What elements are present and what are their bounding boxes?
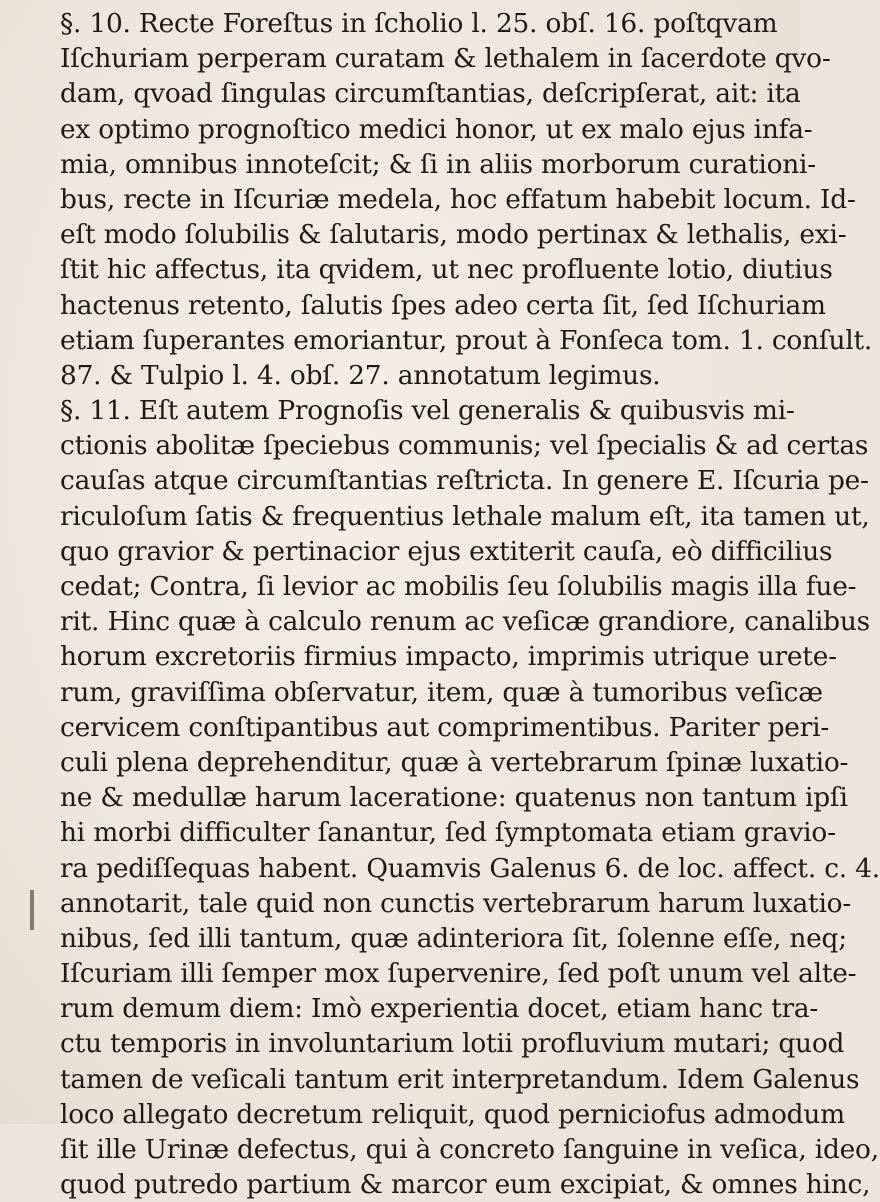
text-line: etiam ſuperantes emoriantur, prout à Fonſeca tom. 1. conſult. (60, 324, 873, 356)
text-line: ſit ille Urinæ defectus, qui à concreto ſanguine in veſica, ideo, (60, 1134, 879, 1165)
text-line: ra pediſſequas habent. Quamvis Galenus 6. de loc. affect. c. 4. (60, 852, 880, 884)
text-line: quo gravior & pertinacior ejus extiterit cauſa, eò difficilius (60, 535, 833, 567)
text-line: §. 10. Recte Foreſtus in ſcholio l. 25. obſ. 16. poſtqvam (60, 8, 778, 39)
text-line: cervicem conſtipantibus aut comprimentibus. Pariter peri- (60, 711, 830, 743)
text-line: §. 11. Eſt autem Prognoſis vel generalis & quibusvis mi- (60, 395, 795, 427)
text-line: ſtit hic affectus, ita qvidem, ut nec profluente lotio, diutius (60, 254, 833, 286)
text-line: 87. & Tulpio l. 4. obſ. 27. annotatum legimus. (60, 359, 661, 391)
text-line: Iſchuriam perperam curatam & lethalem in ſacerdote qvo- (60, 43, 831, 75)
text-line: rum, graviſſima obſervatur, item, quæ à tumoribus veſicæ (60, 676, 823, 708)
text-line: annotarit, tale quid non cunctis vertebrarum harum luxatio- (60, 887, 852, 919)
text-line: bus, recte in Iſcuriæ medela, hoc effatum habebit locum. Id- (60, 183, 856, 215)
text-line: horum excretoriis firmius impacto, imprimis utrique urete- (60, 641, 837, 673)
text-line: ne & medullæ harum laceratione: quatenus non tantum ipſi (60, 782, 848, 814)
text-line: rum demum diem: Imò experientia docet, etiam hanc tra- (60, 993, 819, 1025)
margin-ink-mark (30, 890, 34, 930)
text-line: tamen de veſicali tantum erit interpretandum. Idem Galenus (60, 1063, 860, 1095)
text-line: Iſcuriam illi ſemper mox ſupervenire, ſed poſt unum vel alte- (60, 958, 857, 990)
text-line: mia, omnibus innoteſcit; & ſi in aliis morborum curationi- (60, 148, 817, 180)
text-line: ex optimo prognoſtico medici honor, ut ex malo ejus infa- (60, 113, 813, 145)
text-line: hactenus retento, ſalutis ſpes adeo certa ſit, ſed Iſchuriam (60, 289, 826, 321)
body-text (60, 6, 880, 1202)
text-line: riculoſum ſatis & frequentius lethale malum eſt, ita tamen ut, (60, 500, 870, 532)
text-line: quod putredo partium & marcor eum excipiat, & omnes hinc, (60, 1169, 871, 1201)
text-line: dam, qvoad ſingulas circumſtantias, deſcripſerat, ait: ita (60, 78, 801, 110)
text-line: ctu temporis in involuntarium lotii profluvium mutari; quod (60, 1028, 845, 1060)
text-line: cauſas atque circumſtantias reſtricta. In genere E. Iſcuria pe- (60, 465, 869, 497)
text-line: ctionis abolitæ ſpeciebus communis; vel ſpecialis & ad certas (60, 430, 869, 462)
text-line: hi morbi difficulter ſanantur, ſed ſymptomata etiam gravio- (60, 817, 836, 849)
text-line: cedat; Contra, ſi levior ac mobilis ſeu ſolubilis magis illa fue- (60, 571, 857, 602)
text-line: nibus, ſed illi tantum, quæ adinteriora ſit, ſolenne eſſe, neq; (60, 922, 847, 954)
text-line: culi plena deprehenditur, quæ à vertebrarum ſpinæ luxatio- (60, 746, 849, 778)
text-line: rit. Hinc quæ à calculo renum ac veſicæ grandiore, canalibus (60, 606, 871, 638)
text-line: eſt modo ſolubilis & ſalutaris, modo pertinax & lethalis, exi- (60, 219, 847, 251)
text-line: loco allegato decretum reliquit, quod perniciofus admodum (60, 1098, 845, 1130)
